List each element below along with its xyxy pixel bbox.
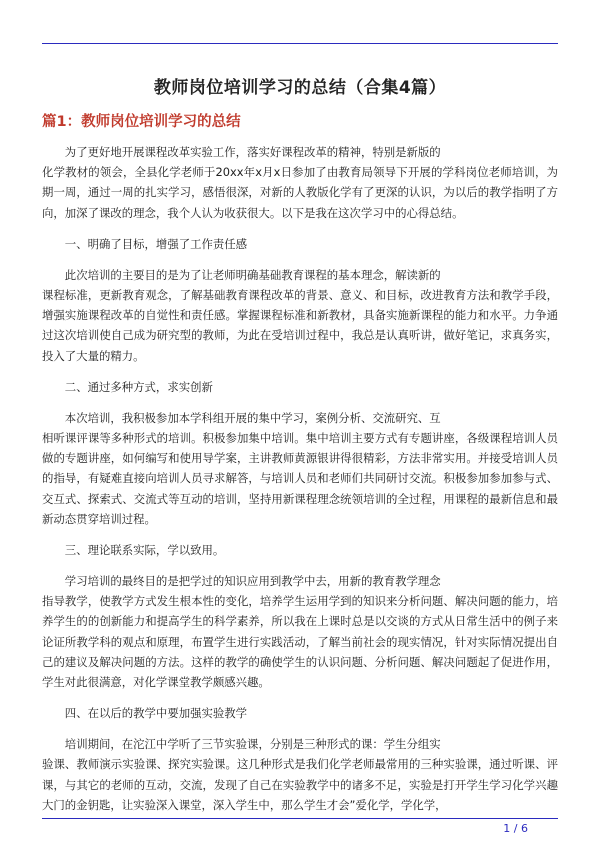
subheading-2: 二、通过多种方式，求实创新	[64, 379, 213, 394]
paragraph-first-line: 此次培训的主要目的是为了让老师明确基础教育课程的基本理念，解读新的	[64, 267, 441, 282]
intro-paragraph	[42, 142, 558, 223]
paragraph-first-line: 本次培训，我积极参加本学科组开展的集中学习，案例分析、交流研究、互	[64, 410, 441, 425]
subheading-4: 四、在以后的教学中要加强实验教学	[64, 706, 248, 721]
paragraph-first-line: 为了更好地开展课程改革实验工作，落实好课程改革的精神，特别是新版的	[64, 145, 441, 159]
paragraph-body: 相听课评课等多种形式的培训。积极参加集中培训。集中培训主要方式有专题讲座，各级课程培训人员做的专题讲座，如何编写和使用导学案，主讲教师黄源银讲得很精彩，方法非常实用。并接受培训人员的指导，有疑难直接向培训人员寻求解答，与培训人员和老师们共同研讨交流。积极参加参加参与式、交互式、探索式、交流式等互动的培训，坚持用新课程理念统领培训的全过程，用课程的最新信息和最新动态贯穿培训过程。	[42, 431, 558, 526]
section-title: 篇1：教师岗位培训学习的总结	[42, 114, 241, 130]
paragraph-body: 指导教学，使教学方式发生根本性的变化，培养学生运用学到的知识来分析问题、解决问题的能力，培养学生的的创新能力和提高学生的科学素养，所以我在上课时总是以交谈的方式从日常生活中的例子来论证所教学科的观点和原理，布置学生进行实践活动，了解当前社会的现实情况，针对实际情况提出自己的建议及解决问题的方法。这样的教学的确使学生的认识问题、分析问题、解决问题起了促进作用，学生对此很满意，对化学课堂教学颇感兴趣。	[42, 594, 558, 690]
section-3-paragraph	[42, 571, 558, 692]
section-4-paragraph	[42, 734, 558, 815]
section-2-paragraph	[42, 408, 558, 529]
document-title: 教师岗位培训学习的总结（合集4篇）	[153, 78, 447, 98]
subheading-3: 三、理论联系实际，学以致用。	[64, 543, 225, 558]
paragraph-first-line: 学习培训的最终目的是把学过的知识应用到教学中去，用新的教育教学理念	[64, 574, 441, 589]
paragraph-first-line: 培训期间，在沱江中学听了三节实验课，分别是三种形式的课：学生分组实	[64, 737, 441, 752]
paragraph-body: 验课、教师演示实验课、探究实验课。这几种形式是我们化学老师最常用的三种实验课，通过听课、评课，与其它的老师的互动，交流，发现了自己在实验教学中的诸多不足，实验是打开学生学习化学兴趣大门的金钥匙，让实验深入课堂，深入学生中，那么学生才会”爱化学，学化学，	[42, 757, 558, 812]
paragraph-body: 课程标准，更新教育观念，了解基础教育课程改革的背景、意义、和目标，改进教育方法和教学手段，增强实施课程改革的自觉性和责任感。掌握课程标准和新教材，具备实施新课程的能力和水平。力争通过这次培训使自己成为研究型的教师，为此在受培训过程中，我总是认真听讲，做好笔记，求真务实，投入了大量的精力。	[42, 288, 558, 363]
document-body	[42, 76, 558, 815]
subheading-1: 一、明确了目标，增强了工作责任感	[64, 236, 248, 251]
header-rule	[42, 43, 558, 44]
page-number: 1 / 6	[503, 822, 528, 835]
paragraph-body: 化学教材的领会，全县化学老师于20xx年x月x日参加了由教育局领导下开展的学科岗位老师培训，为期一周，通过一周的扎实学习，感悟很深，对新的人教版化学有了更深的认识，为以后的教学指明了方向，加深了课改的理念，我个人认为收获很大。以下是我在这次学习中的心得总结。	[42, 165, 558, 220]
section-1-paragraph	[42, 265, 558, 366]
footer-rule	[42, 818, 558, 819]
